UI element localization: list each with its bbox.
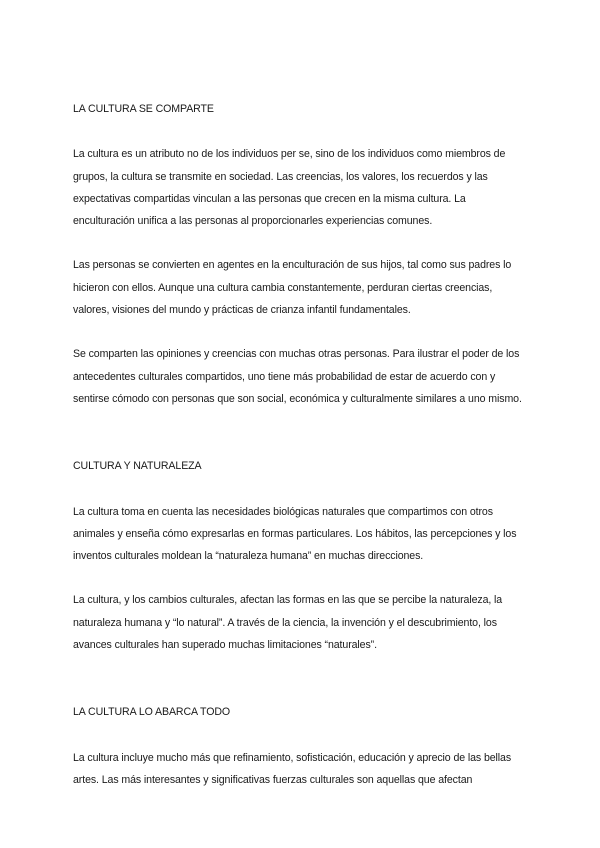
section-heading-naturaleza: CULTURA Y NATURALEZA (73, 460, 202, 473)
paragraph: La cultura, y los cambios culturales, afectan las formas en las que se percibe la naturaleza, la naturaleza humana y “lo natural”. A través de la ciencia, la invención y el descubrimiento, los avances culturales han superado muchas limitaciones “naturales”. (73, 594, 503, 652)
paragraph: Se comparten las opiniones y creencias con muchas otras personas. Para ilustrar el poder de los antecedentes culturales compartidos, uno tiene más probabilidad de estar de acuerdo con y sentirse cómodo con personas que son social, económica y culturalmente similares a uno mismo. (73, 348, 522, 405)
document-body (73, 98, 529, 791)
paragraph: Las personas se convierten en agentes en la enculturación de sus hijos, tal como sus padres lo hicieron con ellos. Aunque una cultura cambia constantemente, perduran ciertas creencias, valores, visiones del mundo y prácticas de crianza infantil fundamentales. (73, 259, 512, 317)
paragraph: La cultura es un atributo no de los individuos per se, sino de los individuos como miembros de grupos, la cultura se transmite en sociedad. Las creencias, los valores, los recuerdos y las expectativas compartidas vinculan a las personas que crecen en la misma cultura. La enculturación unifica a las personas al proporcionarles experiencias comunes. (73, 148, 506, 228)
paragraph: La cultura incluye mucho más que refinamiento, sofisticación, educación y aprecio de las bellas artes. Las más interesantes y significativas fuerzas culturales son aquellas que afectan (73, 751, 512, 786)
section-heading-abarca: LA CULTURA LO ABARCA TODO (73, 706, 231, 719)
section-heading-comparte: LA CULTURA SE COMPARTE (73, 103, 214, 115)
paragraph: La cultura toma en cuenta las necesidades biológicas naturales que compartimos con otros animales y enseña cómo expresarlas en formas particulares. Los hábitos, las percepciones y los inventos culturales moldean la “naturaleza humana” en muchas direcciones. (73, 505, 517, 563)
